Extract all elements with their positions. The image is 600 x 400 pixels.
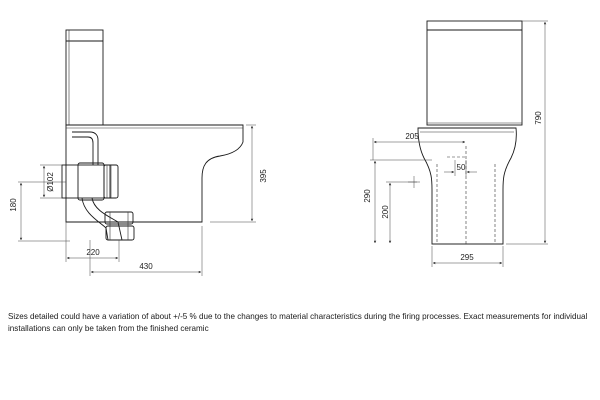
dimension-label-220: 220 (86, 248, 100, 257)
dimension-label-430: 430 (139, 262, 153, 271)
dimension-dia-102 (40, 165, 62, 198)
dimension-200 (381, 176, 420, 243)
dimension-395 (210, 125, 268, 222)
front-cistern (427, 21, 522, 125)
dimension-label-205: 205 (405, 132, 419, 141)
dimension-label-290: 290 (363, 189, 372, 203)
front-view (363, 21, 548, 267)
dimension-label-50: 50 (456, 163, 466, 172)
dimension-790 (506, 21, 548, 244)
dimension-295 (432, 246, 503, 267)
dimension-220 (66, 222, 119, 262)
tolerance-note: Sizes detailed could have a variation of about +/-5 % due to the changes to material characteristics during the firing processes. Exact measurements for individual installations can only be taken from the finished ceramic (8, 312, 588, 333)
dimension-180 (9, 182, 70, 241)
dimension-205 (373, 132, 465, 160)
dimension-50 (444, 160, 477, 176)
dimension-label-200: 200 (381, 205, 390, 219)
front-pan (418, 128, 516, 244)
dimension-290 (363, 160, 432, 243)
side-view (9, 30, 268, 276)
dimension-label-295: 295 (460, 253, 474, 262)
side-pan (66, 125, 243, 222)
dimension-label-180: 180 (9, 198, 18, 212)
dimension-label-395: 395 (259, 169, 268, 183)
dimension-label-dia-102: Ø102 (46, 172, 55, 192)
side-cistern (66, 30, 103, 125)
side-waste-pipe (62, 163, 134, 240)
dimension-label-790: 790 (534, 111, 543, 125)
